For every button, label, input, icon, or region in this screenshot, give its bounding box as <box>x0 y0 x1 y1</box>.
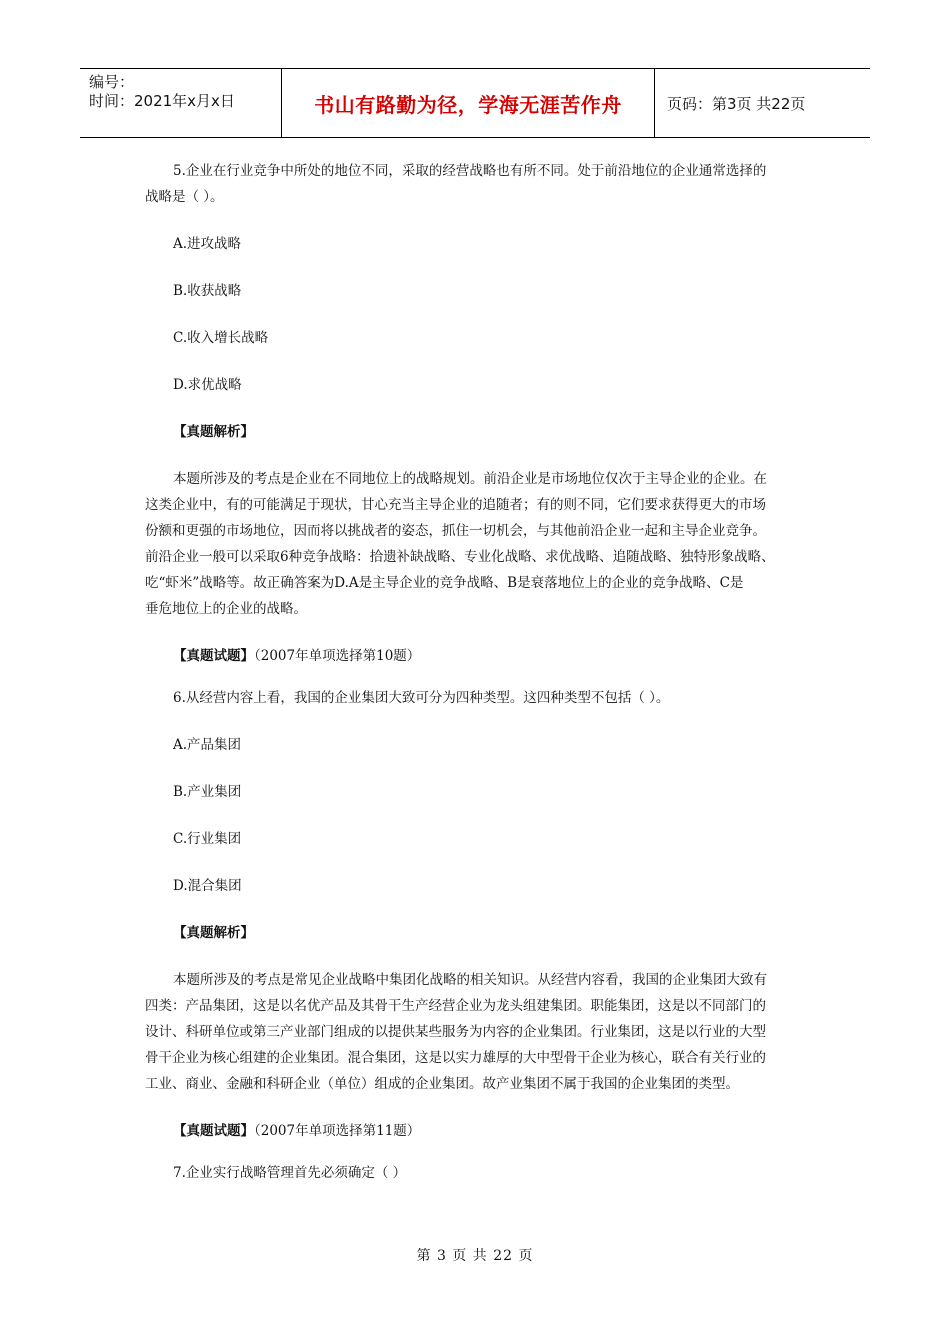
question-6-analysis-line: 四类：产品集团，这是以名优产品及其骨干生产经营企业为龙头组建集团。职能集团，这是以不同部门的 <box>145 998 766 1014</box>
document-body <box>145 158 810 1186</box>
question-6-source <box>145 643 810 669</box>
page-footer: 第 3 页 共 22 页 <box>416 1248 534 1264</box>
question-5-stem-line1: 5.企业在行业竞争中所处的地位不同，采取的经营战略也有所不同。处于前沿地位的企业通常选择的 <box>173 163 767 179</box>
question-5-analysis-line: 吃“虾米”战略等。故正确答案为D.A是主导企业的竞争战略、B是衰落地位上的企业的竞争战略、C是 <box>145 575 744 591</box>
question-5-analysis-line: 份额和更强的市场地位，因而将以挑战者的姿态，抓住一切机会，与其他前沿企业一起和主导企业竞争。 <box>145 523 766 539</box>
question-6-option-c: C.行业集团 <box>173 831 242 847</box>
question-6-analysis-line: 设计、科研单位或第三产业部门组成的以提供某些服务为内容的企业集团。行业集团，这是以行业的大型 <box>145 1024 766 1040</box>
question-5-option-c: C.收入增长战略 <box>173 330 269 346</box>
time-label: 时间：2021年x月x日 <box>89 92 235 110</box>
header-left-cell <box>80 69 282 137</box>
question-6-option-d: D.混合集团 <box>173 878 242 894</box>
question-6-analysis-line: 工业、商业、金融和科研企业（单位）组成的企业集团。故产业集团不属于我国的企业集团的类型。 <box>145 1076 739 1092</box>
question-5-option-a: A.进攻战略 <box>173 236 242 252</box>
page-code-cell <box>655 69 870 137</box>
question-5-analysis-line: 本题所涉及的考点是企业在不同地位上的战略规划。前沿企业是市场地位仅次于主导企业的企业。在 <box>173 471 767 487</box>
source-text: （2007年单项选择第11题） <box>254 1123 421 1139</box>
source-label: 【真题试题】 <box>173 1123 254 1139</box>
question-6-analysis-label: 【真题解析】 <box>173 925 254 941</box>
question-6-analysis-line: 骨干企业为核心组建的企业集团。混合集团，这是以实力雄厚的大中型骨干企业为核心，联合有关行业的 <box>145 1050 766 1066</box>
question-5-option-b: B.收获战略 <box>173 283 242 299</box>
motto-text: 书山有路勤为径，学海无涯苦作舟 <box>314 92 622 117</box>
question-6-option-a: A.产品集团 <box>173 737 242 753</box>
page-code-text: 页码：第3页 共22页 <box>667 94 806 113</box>
question-7-stem-line1: 7.企业实行战略管理首先必须确定（ ） <box>173 1165 407 1181</box>
question-6-stem-line1: 6.从经营内容上看，我国的企业集团大致可分为四种类型。这四种类型不包括（ ）。 <box>173 690 670 706</box>
question-5-analysis-line: 这类企业中，有的可能满足于现状，甘心充当主导企业的追随者；有的则不同，它们要求获得更大的市场 <box>145 497 766 513</box>
document-header <box>80 68 870 138</box>
question-5-analysis-line: 垂危地位上的企业的战略。 <box>145 601 307 617</box>
motto-cell <box>282 69 655 137</box>
question-5-analysis-line: 前沿企业一般可以采取6种竞争战略：拾遗补缺战略、专业化战略、求优战略、追随战略、独特形象战略、 <box>145 549 775 565</box>
question-6-option-b: B.产业集团 <box>173 784 242 800</box>
question-5-option-d: D.求优战略 <box>173 377 242 393</box>
question-5-analysis-label: 【真题解析】 <box>173 424 254 440</box>
source-text: （2007年单项选择第10题） <box>254 648 421 664</box>
source-label: 【真题试题】 <box>173 648 254 664</box>
number-label: 编号： <box>89 73 135 91</box>
question-7-source <box>145 1118 810 1144</box>
question-5-stem-line2: 战略是（ ）。 <box>145 189 224 205</box>
question-6-analysis-line: 本题所涉及的考点是常见企业战略中集团化战略的相关知识。从经营内容看，我国的企业集团大致有 <box>173 972 767 988</box>
